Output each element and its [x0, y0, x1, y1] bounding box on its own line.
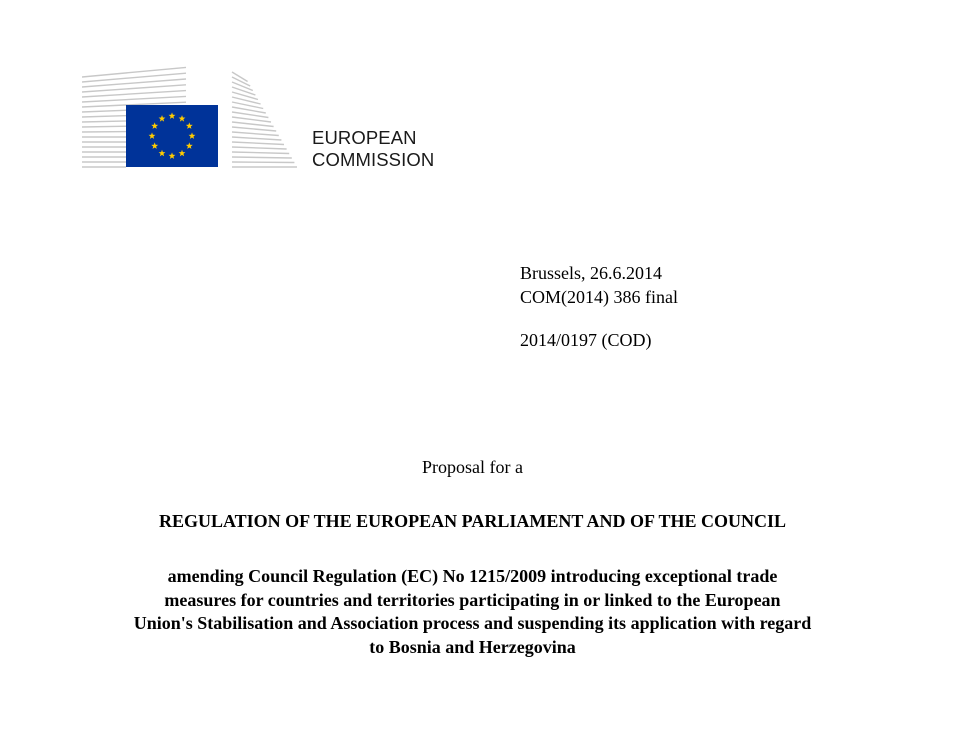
building-line [232, 152, 289, 154]
subject-line: measures for countries and territories participating in or linked to the European [164, 589, 781, 610]
building-line [232, 157, 292, 158]
building-line [82, 96, 186, 102]
building-line [232, 162, 294, 163]
organisation-name [312, 127, 434, 171]
berlaymont-flag-icon [82, 62, 302, 172]
subject-line: Union's Stabilisation and Association process and suspending its application with regard [133, 613, 812, 633]
building-line [232, 127, 276, 131]
building-line [232, 122, 274, 127]
building-line [232, 87, 255, 95]
subject-line: amending Council Regulation (EC) No 1215/2009 introducing exceptional trade [167, 566, 778, 586]
document-number: COM(2014) 386 final [520, 287, 678, 307]
place-date: Brussels, 26.6.2014 [520, 263, 663, 283]
building-line [232, 132, 279, 136]
organisation-name-line2: COMMISSION [312, 149, 435, 170]
proposal-intro: Proposal for a [422, 457, 523, 477]
regulation-title: REGULATION OF THE EUROPEAN PARLIAMENT AND OF THE COUNCIL [158, 511, 787, 531]
procedure-number: 2014/0197 (COD) [520, 330, 652, 350]
subject-line: to Bosnia and Herzegovina [369, 636, 576, 657]
building-line [232, 117, 271, 122]
building-line [232, 142, 284, 145]
building-line [232, 147, 287, 149]
building-lines-right [232, 72, 297, 167]
regulation-subject [80, 565, 865, 659]
document-reference [520, 261, 678, 309]
building-line [82, 67, 186, 77]
organisation-name-line1: EUROPEAN [312, 127, 417, 148]
building-line [232, 137, 281, 140]
european-commission-logo [82, 62, 302, 172]
building-line [232, 72, 248, 82]
